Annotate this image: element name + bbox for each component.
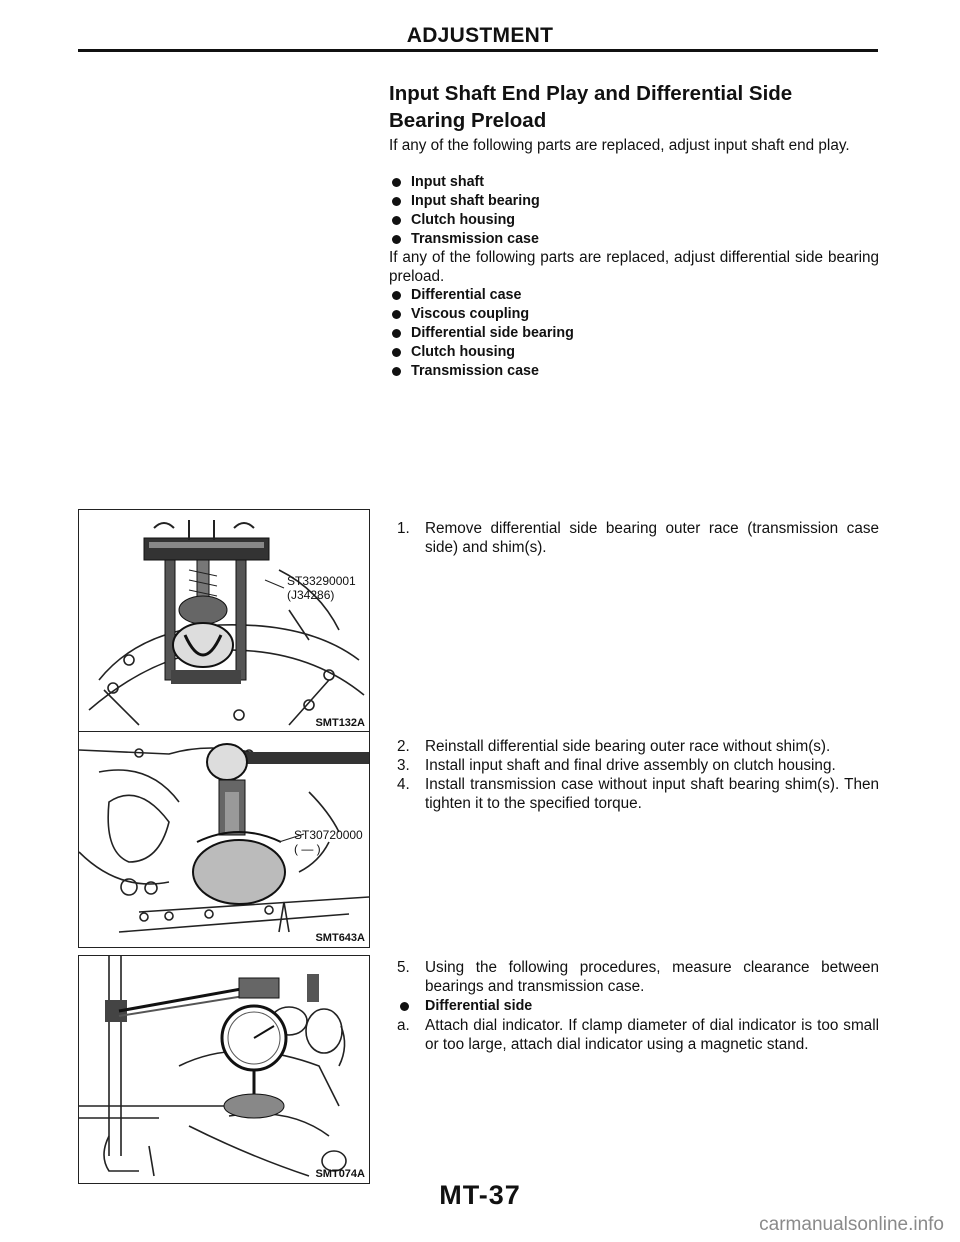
step-text: Remove differential side bearing outer race (transmission case side) and shim(s). <box>425 520 879 556</box>
figure-label: SMT132A <box>315 717 365 729</box>
figure-label: SMT643A <box>315 932 365 944</box>
list-item: Clutch housing <box>389 211 869 230</box>
list-item: Transmission case <box>389 230 869 249</box>
figure-bearing-puller <box>78 509 370 733</box>
bullet-icon <box>392 348 401 357</box>
tool-number-label: ST30720000 ( — ) <box>294 828 363 856</box>
step-text: Reinstall differential side bearing outer race without shim(s). <box>425 738 831 755</box>
step-1 <box>397 519 879 557</box>
header-rule <box>78 49 878 52</box>
intro-differential: If any of the following parts are replaced, adjust differential side bearing preload. <box>389 249 879 285</box>
intro-input-shaft: If any of the following parts are replaced, adjust input shaft end play. <box>389 137 850 154</box>
list-item: Differential case <box>389 286 869 305</box>
step-5 <box>397 958 879 996</box>
step-number: 3. <box>397 757 410 774</box>
bullet-icon <box>392 310 401 319</box>
bullet-icon <box>392 329 401 338</box>
step-number: 4. <box>397 776 410 793</box>
step-number: 2. <box>397 738 410 755</box>
step-text: Install transmission case without input shaft bearing shim(s). Then tighten it to the specified torque. <box>425 776 879 812</box>
dial-indicator-illustration <box>79 956 369 1183</box>
step-number: 5. <box>397 959 410 976</box>
step-5-bullet <box>397 997 877 1016</box>
list-item: Transmission case <box>389 362 869 381</box>
page-header-title: ADJUSTMENT <box>406 24 554 47</box>
page-number: MT-37 <box>439 1180 521 1210</box>
list-item: Clutch housing <box>389 343 869 362</box>
bullet-icon <box>392 367 401 376</box>
section-title: Input Shaft End Play and Differential Side Bearing Preload <box>389 82 793 132</box>
bullet-icon <box>392 235 401 244</box>
step-number: a. <box>397 1017 410 1034</box>
list-item: Input shaft bearing <box>389 192 869 211</box>
input-shaft-parts-list <box>389 173 869 249</box>
bullet-icon <box>392 178 401 187</box>
bearing-puller-illustration <box>79 510 369 732</box>
list-item: Differential side <box>397 997 877 1016</box>
step-number: 1. <box>397 520 410 537</box>
tool-number-label: ST33290001 (J34286) <box>287 574 356 602</box>
figure-dial-indicator <box>78 955 370 1184</box>
list-item: Viscous coupling <box>389 305 869 324</box>
step-4 <box>397 775 879 813</box>
step-text: Attach dial indicator. If clamp diameter of dial indicator is too small or too large, attach dial indicator using a magnetic stand. <box>425 1017 879 1053</box>
list-item: Differential side bearing <box>389 324 869 343</box>
step-2 <box>397 737 879 756</box>
bullet-icon <box>392 197 401 206</box>
figure-drift-installation <box>78 731 370 948</box>
bullet-icon <box>392 216 401 225</box>
step-text: Install input shaft and final drive assembly on clutch housing. <box>425 757 836 774</box>
figure-label: SMT074A <box>315 1168 365 1180</box>
list-item: Input shaft <box>389 173 869 192</box>
step-5a <box>397 1016 879 1054</box>
watermark-text: carmanualsonline.info <box>759 1214 944 1235</box>
bullet-icon <box>392 291 401 300</box>
step-text: Using the following procedures, measure clearance between bearings and transmission case. <box>425 959 879 995</box>
step-3 <box>397 756 879 775</box>
bullet-icon <box>400 1002 409 1011</box>
differential-parts-list <box>389 286 869 381</box>
